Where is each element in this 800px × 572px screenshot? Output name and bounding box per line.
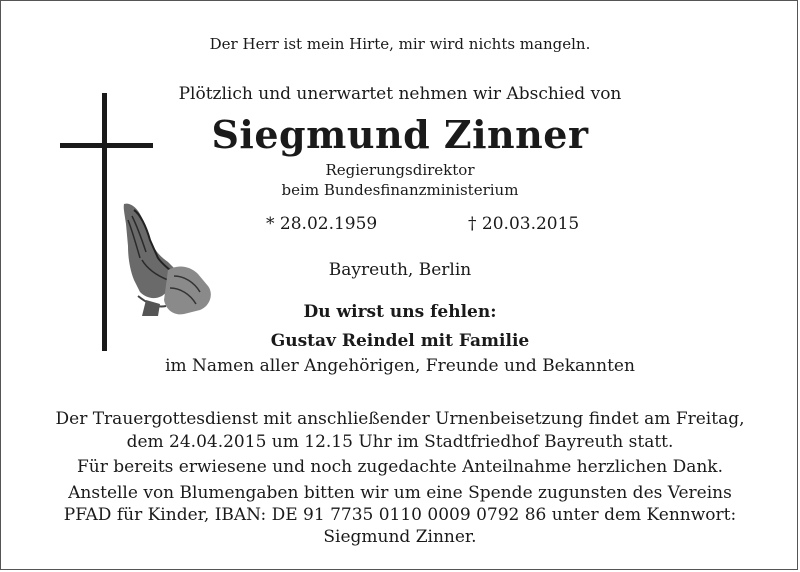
notice-line: dem 24.04.2015 um 12.15 Uhr im Stadtfriedhof Bayreuth statt. — [126, 432, 674, 452]
notice-line: Der Trauergottesdienst mit anschließender Urnenbeisetzung findet am Freitag, — [55, 409, 745, 429]
deceased-name: Siegmund Zinner — [211, 112, 589, 157]
notice-line: Anstelle von Blumengaben bitten wir um eine Spende zugunsten des Vereins — [68, 483, 732, 503]
farewell-line: Du wirst uns fehlen: — [303, 302, 497, 322]
job-title: Regierungsdirektor — [325, 161, 475, 179]
birth-date: * 28.02.1959 — [266, 214, 378, 234]
places: Bayreuth, Berlin — [328, 260, 472, 280]
notice-line: PFAD für Kinder, IBAN: DE 91 7735 0110 0009 0792 86 unter dem Kennwort: — [63, 505, 737, 525]
signer: Gustav Reindel mit Familie — [270, 331, 530, 351]
notice-line: Für bereits erwiesene und noch zugedachte Anteilnahme herzlichen Dank. — [77, 457, 723, 477]
intro-text: Plötzlich und unerwartet nehmen wir Abschied von — [178, 84, 622, 104]
on-behalf-line: im Namen aller Angehörigen, Freunde und Bekannten — [165, 356, 635, 376]
notice-line: Siegmund Zinner. — [323, 527, 477, 547]
death-date: † 20.03.2015 — [468, 214, 580, 234]
job-employer: beim Bundesfinanzministerium — [281, 181, 519, 199]
motto: Der Herr ist mein Hirte, mir wird nichts mangeln. — [209, 35, 591, 53]
